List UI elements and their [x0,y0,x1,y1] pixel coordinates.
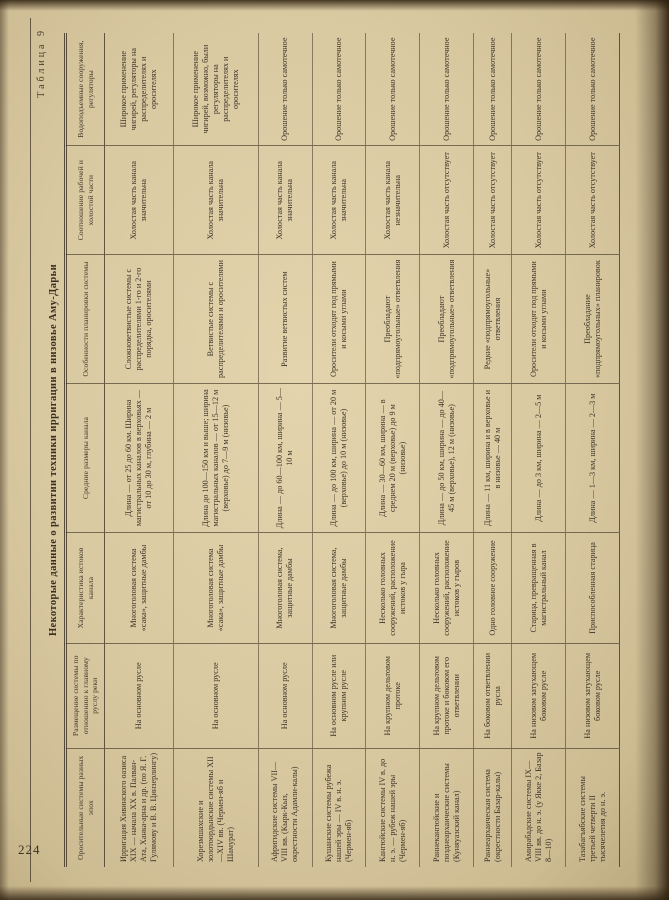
table-cell: Холостая часть канала значительна [312,146,366,255]
table-cell: Кушанские системы рубежа нашей эры — IV в. н. э. (Чермен-яб) [312,748,366,867]
table-cell: Тазабагъябские системы третьей четверти II тысячелетия до н. э. [566,748,620,867]
table-cell: Несколько головных сооружений, расположение истоков у гыра [366,533,420,644]
table-cell: На основном русле [258,643,312,748]
table-row [174,33,259,867]
table-cell: Многоголовая система, защитные дамбы [258,533,312,644]
table-cell: Кангюйские системы IV в. до н. э. — рубеж нашей эры (Чермен-яб) [366,748,420,867]
table-row [566,33,620,867]
column-header: Особенности планировки системы [66,255,105,384]
table-cell: Орошение только самотечное [566,33,620,146]
column-header: Размещение системы по отношению к главному руслу реки [66,643,105,748]
table-row [512,33,566,867]
table-cell: Широкое применение чигирей, регуляторы на распределителях и оросителях [105,33,174,146]
table-cell: Орошение только самотечное [312,33,366,146]
table-cell: Развитие ветвистых систем [258,255,312,384]
table-cell: Оросители отходят под прямыми и косыми углами [312,255,366,384]
table-cell: На низовом затухающем боковом русле [512,643,566,748]
table-cell: Длина — 1—3 км, ширина — 2—3 м [566,384,620,533]
page-title: Некоторые данные о развитии техники ирригации в низовье Аму-Дарьи [48,263,59,637]
table-cell: Длина — 11 км, ширина и в верховье и в низовье — 40 м [473,384,511,533]
table-cell: Хорезмшахские и золотоордынские системы XII—XIV вв. (Чермен-яб и Шамурат) [174,748,259,867]
table-cell: Старица, превращенная в магистральный канал [512,533,566,644]
table-cell: Холостая часть канала незначительна [366,146,420,255]
table-cell: Ирригация Хивинского оазиса XIX — начала XX в. Палван-Ата, Ханка-арна и др. (по Я. Г. Гулямову и В. В. Цинзерлингу) [119,752,159,862]
table-cell: Орошение только самотечное [258,33,312,146]
table-cell: Амирабадские системы IX—VIII вв. до н. э. (у Якке 2, Базар 8—10) [512,748,566,867]
table-cell: Холостая часть канала значительна [258,146,312,255]
landscape-table-block [30,18,640,882]
table-cell: Длина — до 60—100 км, ширина — 5—10 м [258,384,312,533]
column-header: Характеристика истоков канала [66,533,105,644]
irrigation-table [64,33,620,867]
table-row [473,33,511,867]
table-cell: Преобладают «подпрямоугольные» ответвления [420,255,474,384]
table-cell: Ветвистые системы с распределителями и оросителями [174,255,259,384]
column-header: Водоподъемные сооружения, регуляторы [66,33,105,146]
table-cell: Длина — до 50 км, ширина — до 40—45 м (верховье), 12 м (низовье) [420,384,474,533]
table-cell: На основном русле [174,643,259,748]
table-cell: Длина до 100—150 км и выше; ширина магистральных каналов — от 15—12 м (верховье) до 7—9 м (низовье) [174,384,259,533]
table-cell: Орошение только самотечное [420,33,474,146]
table-row [258,33,312,867]
column-header: Соотношение рабочей и холостой части [66,146,105,255]
table-row [105,33,174,867]
table-cell: Оросители отходят под прямыми и косыми углами [512,255,566,384]
table-cell: Холостая часть канала значительна [174,146,259,255]
table-row [312,33,366,867]
table-cell: На крупном дельтовом протоке и боковом его ответвлении [420,643,474,748]
table-label: Таблица 9 [36,28,47,98]
table-cell: Холостая часть отсутствует [473,146,511,255]
table-cell: На боковом ответвлении русла [473,643,511,748]
table-cell: Холостая часть канала значительна [105,146,174,255]
table-cell: Раннекангюйские и позднеархаические системы (Куняуазский канал) [420,748,474,867]
table-cell: Многоголовая система «сака», защитные дамбы [174,533,259,644]
table-cell: Орошение только самотечное [366,33,420,146]
table-cell: Холостая часть отсутствует [512,146,566,255]
table-cell: Многоголовая система, защитные дамбы [312,533,366,644]
table-cell: Раннеархаическая система (окрестности Базар-калы) [473,748,511,867]
table-cell: Преобладают «подпрямоугольные» ответвления [366,255,420,384]
table-cell: Орошение только самотечное [473,33,511,146]
table-cell: Преобладание «подпрямоугольных» планировок [566,255,620,384]
rotated-table-area [30,18,640,882]
table-cell: Холостая часть отсутствует [566,146,620,255]
table-cell: Широкое применение чигирей, возможно, были регуляторы на распределителях и оросителях [174,33,259,146]
table-row [366,33,420,867]
table-cell: Холостая часть отсутствует [420,146,474,255]
table-cell: На низовом затухающем боковом русле [566,643,620,748]
table-cell: На основном русле или крупном русле [312,643,366,748]
table-row [420,33,474,867]
column-header: Оросительные системы разных эпох [66,748,105,867]
table-cell: На основном русле [105,643,174,748]
table-cell: На крупном дельтовом протоке [366,643,420,748]
table-cell: Сложноветвистые системы с распределителями 1-го и 2-го порядка, оросителями [105,255,174,384]
header-row [66,33,105,867]
table-cell: Орошение только самотечное [512,33,566,146]
page-number: 224 [18,842,41,857]
table-cell: Афригидские системы VII—VIII вв. (Кырк-Кыз, окрестности Адамли-калы) [258,748,312,867]
table-cell: Длина — от 25 до 60 км. Ширина магистральных каналов в верховьях — от 10 до 30 м, глубина — 2 м [105,384,174,533]
table-cell: Приспособленная старица [566,533,620,644]
table-cell: Многоголовая система «сака», защитные дамбы [105,533,174,644]
table-cell: Длина — 30—60 км, ширина — в среднем 20 м (верховье) до 9 м (низовье) [366,384,420,533]
table-cell: Длина — до 3 км, ширина — 2—5 м [512,384,566,533]
table-cell: Редкие «подпрямоугольные» ответвления [473,255,511,384]
table-cell: Несколько головных сооружений, расположение истоков у гыров [420,533,474,644]
table-cell: Длина — до 100 км, ширина — от 20 м (верховье) до 10 м (низовье) [312,384,366,533]
column-header: Средние размеры канала [66,384,105,533]
table-cell: Одно головное сооружение [473,533,511,644]
